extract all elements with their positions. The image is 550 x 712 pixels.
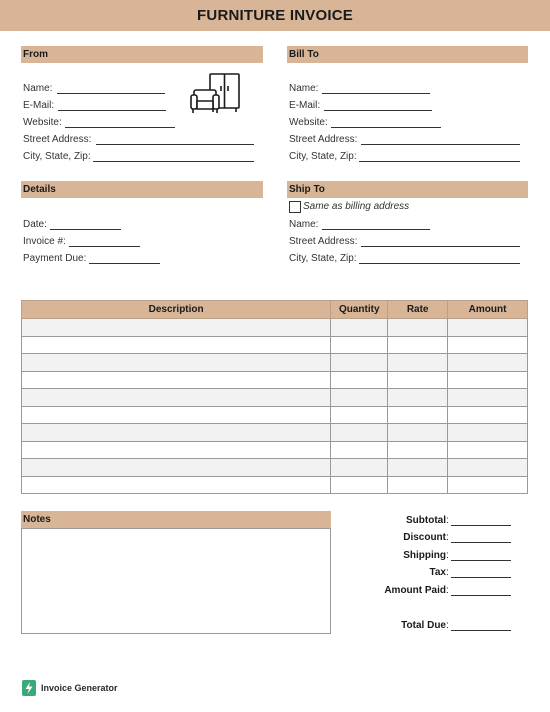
description-cell[interactable] [22, 371, 331, 389]
rate-cell[interactable] [388, 371, 448, 389]
bill-to-header [287, 46, 528, 63]
quantity-cell[interactable] [331, 406, 388, 424]
subtotal-field[interactable] [451, 515, 511, 526]
ship-name-field[interactable] [322, 219, 430, 230]
table-row [22, 389, 528, 407]
rate-cell[interactable] [388, 406, 448, 424]
description-cell[interactable] [22, 424, 331, 442]
rate-cell[interactable] [388, 319, 448, 337]
column-description: Description [22, 301, 331, 319]
description-cell[interactable] [22, 354, 331, 372]
discount-field[interactable] [451, 532, 511, 543]
amount-paid-colon: : [446, 585, 449, 596]
ship-name-label: Name: [289, 219, 319, 230]
subtotal-colon: : [446, 515, 449, 526]
tax-colon: : [446, 567, 449, 578]
from-website-label: Website: [23, 117, 62, 128]
description-cell[interactable] [22, 336, 331, 354]
bill-city-label: City, State, Zip: [289, 151, 357, 162]
table-row [22, 319, 528, 337]
description-cell[interactable] [22, 441, 331, 459]
bill-email-label: E-Mail: [289, 100, 321, 111]
total-due-field[interactable] [451, 620, 511, 631]
bill-street-field[interactable] [361, 134, 520, 145]
description-cell[interactable] [22, 406, 331, 424]
details-heading: Details [23, 184, 56, 195]
brand-name: Invoice Generator [41, 683, 118, 693]
amount-cell[interactable] [448, 389, 528, 407]
table-row [22, 371, 528, 389]
column-rate: Rate [388, 301, 448, 319]
from-name-field[interactable] [57, 83, 165, 94]
quantity-cell[interactable] [331, 441, 388, 459]
table-row [22, 354, 528, 372]
amount-paid-field[interactable] [451, 585, 511, 596]
rate-cell[interactable] [388, 459, 448, 477]
discount-colon: : [446, 532, 449, 543]
amount-cell[interactable] [448, 406, 528, 424]
bill-to-heading: Bill To [289, 49, 319, 60]
ship-to-heading: Ship To [289, 184, 325, 195]
ship-street-label: Street Address: [289, 236, 358, 247]
rate-cell[interactable] [388, 354, 448, 372]
date-field[interactable] [50, 219, 121, 230]
shipping-field[interactable] [451, 550, 511, 561]
bill-name-field[interactable] [322, 83, 430, 94]
amount-cell[interactable] [448, 424, 528, 442]
ship-city-field[interactable] [359, 253, 520, 264]
subtotal-label: Subtotal [406, 515, 446, 526]
amount-cell[interactable] [448, 354, 528, 372]
column-amount: Amount [448, 301, 528, 319]
from-name-label: Name: [23, 83, 53, 94]
from-email-field[interactable] [58, 100, 166, 111]
quantity-cell[interactable] [331, 424, 388, 442]
payment-due-label: Payment Due: [23, 253, 87, 264]
description-cell[interactable] [22, 389, 331, 407]
shipping-label: Shipping [403, 550, 446, 561]
amount-cell[interactable] [448, 336, 528, 354]
bill-city-field[interactable] [359, 151, 520, 162]
same-as-billing-label: Same as billing address [303, 201, 410, 212]
from-email-label: E-Mail: [23, 100, 55, 111]
from-city-label: City, State, Zip: [23, 151, 91, 162]
total-due-label: Total Due [401, 620, 446, 631]
items-table [21, 300, 528, 494]
amount-paid-label: Amount Paid [384, 585, 446, 596]
quantity-cell[interactable] [331, 459, 388, 477]
quantity-cell[interactable] [331, 371, 388, 389]
rate-cell[interactable] [388, 336, 448, 354]
notes-heading: Notes [23, 514, 51, 525]
table-row [22, 476, 528, 494]
quantity-cell[interactable] [331, 336, 388, 354]
bill-website-label: Website: [289, 117, 328, 128]
notes-textarea[interactable] [21, 528, 331, 634]
description-cell[interactable] [22, 476, 331, 494]
from-header [21, 46, 263, 63]
rate-cell[interactable] [388, 476, 448, 494]
bill-name-label: Name: [289, 83, 319, 94]
description-cell[interactable] [22, 459, 331, 477]
details-header [21, 181, 263, 198]
total-due-colon: : [446, 620, 449, 631]
same-as-billing-checkbox[interactable] [289, 201, 301, 213]
description-cell[interactable] [22, 319, 331, 337]
invoice-generator-logo-icon [22, 680, 36, 696]
invoice-title: FURNITURE INVOICE [197, 7, 353, 24]
table-row [22, 424, 528, 442]
table-row [22, 406, 528, 424]
invoice-number-field[interactable] [69, 236, 140, 247]
amount-cell[interactable] [448, 371, 528, 389]
ship-to-header [287, 181, 528, 198]
discount-label: Discount [403, 532, 446, 543]
tax-label: Tax [429, 567, 446, 578]
quantity-cell[interactable] [331, 389, 388, 407]
rate-cell[interactable] [388, 424, 448, 442]
date-label: Date: [23, 219, 47, 230]
column-quantity: Quantity [331, 301, 388, 319]
from-heading: From [23, 49, 48, 60]
invoice-number-label: Invoice #: [23, 236, 66, 247]
rate-cell[interactable] [388, 441, 448, 459]
table-row [22, 441, 528, 459]
ship-city-label: City, State, Zip: [289, 253, 357, 264]
amount-cell[interactable] [448, 476, 528, 494]
payment-due-field[interactable] [89, 253, 160, 264]
ship-street-field[interactable] [361, 236, 520, 247]
bill-email-field[interactable] [324, 100, 432, 111]
notes-header [21, 511, 331, 528]
table-header-row [22, 301, 528, 319]
rate-cell[interactable] [388, 389, 448, 407]
amount-cell[interactable] [448, 459, 528, 477]
table-body [22, 319, 528, 494]
bill-website-field[interactable] [331, 117, 441, 128]
shipping-colon: : [446, 550, 449, 561]
from-website-field[interactable] [65, 117, 175, 128]
furniture-icon [190, 72, 242, 116]
tax-field[interactable] [451, 567, 511, 578]
from-street-label: Street Address: [23, 134, 92, 145]
table-row [22, 459, 528, 477]
from-street-field[interactable] [96, 134, 254, 145]
from-city-field[interactable] [93, 151, 254, 162]
quantity-cell[interactable] [331, 476, 388, 494]
table-row [22, 336, 528, 354]
amount-cell[interactable] [448, 319, 528, 337]
quantity-cell[interactable] [331, 319, 388, 337]
bill-street-label: Street Address: [289, 134, 358, 145]
quantity-cell[interactable] [331, 354, 388, 372]
amount-cell[interactable] [448, 441, 528, 459]
